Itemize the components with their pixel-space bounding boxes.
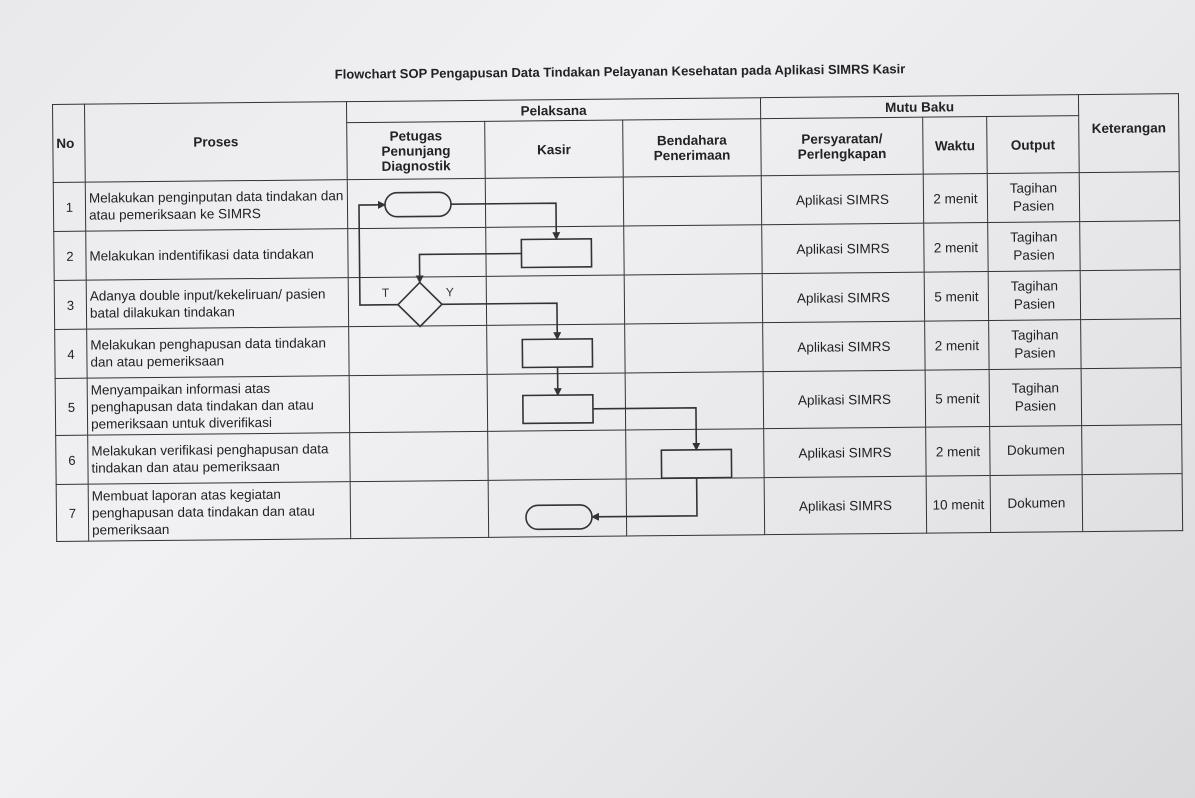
- row-waktu: 5 menit: [925, 370, 990, 428]
- lane-bendahara-cell: [625, 323, 763, 373]
- header-petugas-line1: Petugas: [389, 127, 443, 144]
- lane-kasir-cell: [488, 430, 626, 480]
- lane-petugas-cell: [348, 227, 486, 277]
- row-no: 3: [54, 280, 86, 329]
- sop-table: [52, 93, 1183, 542]
- lane-petugas-cell: [350, 480, 489, 538]
- header-kasir: Kasir: [485, 120, 624, 178]
- row-no: 4: [55, 329, 87, 378]
- header-no: No: [53, 104, 86, 182]
- row-output: Tagihan Pasien: [989, 320, 1081, 370]
- header-keterangan: Keterangan: [1079, 94, 1180, 173]
- row-keterangan: [1082, 425, 1182, 475]
- lane-petugas-cell: [349, 325, 487, 375]
- header-persyaratan: [761, 117, 924, 176]
- header-waktu: Waktu: [923, 117, 988, 175]
- lane-petugas-cell: [348, 276, 486, 326]
- row-persyaratan: Aplikasi SIMRS: [764, 476, 927, 535]
- lane-kasir-cell: [488, 479, 627, 537]
- row-waktu: 2 menit: [924, 223, 988, 273]
- row-no: 6: [56, 435, 88, 484]
- row-persyaratan: Aplikasi SIMRS: [762, 272, 924, 323]
- row-proses: Melakukan penginputan data tindakan dan atau pemeriksaan ke SIMRS: [85, 180, 347, 232]
- header-petugas-line3: Diagnostik: [381, 157, 451, 174]
- row-waktu: 10 menit: [926, 476, 991, 534]
- lane-kasir-cell: [486, 275, 624, 325]
- row-keterangan: [1080, 270, 1180, 320]
- row-output: Tagihan Pasien: [987, 173, 1079, 223]
- lane-bendahara-cell: [625, 372, 764, 430]
- lane-petugas-cell: [349, 374, 488, 432]
- header-petugas: [347, 121, 486, 179]
- lane-bendahara-cell: [626, 429, 764, 479]
- lane-petugas-cell: [350, 431, 488, 481]
- row-proses: Melakukan verifikasi penghapusan data tindakan dan atau pemeriksaan: [88, 433, 350, 485]
- row-proses: Menyampaikan informasi atas penghapusan data tindakan dan atau pemeriksaan untuk diverifikasi: [87, 376, 350, 436]
- decision-label-no: T: [381, 285, 390, 300]
- row-waktu: 2 menit: [925, 321, 989, 371]
- row-persyaratan: Aplikasi SIMRS: [762, 223, 924, 274]
- row-no: 1: [53, 182, 85, 231]
- lane-petugas-cell: [347, 178, 485, 228]
- lane-bendahara-cell: [624, 274, 762, 324]
- row-persyaratan: Aplikasi SIMRS: [763, 321, 925, 372]
- header-persyaratan-line1: Persyaratan/: [801, 131, 883, 147]
- header-pelaksana: Pelaksana: [346, 98, 760, 123]
- lane-bendahara-cell: [623, 176, 761, 226]
- row-proses: Adanya double input/kekeliruan/ pasien batal dilakukan tindakan: [86, 278, 348, 330]
- header-petugas-line2: Penunjang: [381, 142, 451, 159]
- row-persyaratan: Aplikasi SIMRS: [761, 174, 923, 225]
- row-keterangan: [1081, 319, 1181, 369]
- row-output: Dokumen: [990, 426, 1082, 476]
- row-no: 7: [56, 484, 89, 541]
- table-row: [56, 474, 1183, 542]
- row-output: Dokumen: [990, 475, 1083, 533]
- lane-bendahara-cell: [626, 478, 765, 536]
- row-persyaratan: Aplikasi SIMRS: [763, 370, 926, 429]
- row-no: 2: [54, 231, 86, 280]
- row-keterangan: [1082, 474, 1183, 532]
- header-bendahara-line1: Bendahara: [656, 132, 727, 149]
- header-mutu-baku: Mutu Baku: [761, 95, 1079, 119]
- row-proses: Membuat laporan atas kegiatan penghapusan data tindakan dan atau pemeriksaan: [88, 482, 351, 542]
- row-output: Tagihan Pasien: [989, 369, 1082, 427]
- row-waktu: 5 menit: [924, 272, 988, 322]
- header-persyaratan-line2: Perlengkapan: [797, 145, 887, 162]
- decision-label-yes: Y: [445, 285, 454, 300]
- row-proses: Melakukan indentifikasi data tindakan: [86, 229, 348, 281]
- row-output: Tagihan Pasien: [988, 271, 1080, 321]
- row-keterangan: [1080, 221, 1180, 271]
- row-proses: Melakukan penghapusan data tindakan dan atau pemeriksaan: [87, 327, 349, 379]
- header-bendahara-line2: Penerimaan: [653, 147, 731, 164]
- lane-kasir-cell: [486, 226, 624, 276]
- row-keterangan: [1079, 172, 1179, 222]
- header-output: Output: [987, 116, 1080, 174]
- page-title: Flowchart SOP Pengapusan Data Tindakan Pelayanan Kesehatan pada Aplikasi SIMRS Kasir: [334, 61, 906, 82]
- sop-table-container: [52, 93, 1182, 550]
- row-waktu: 2 menit: [923, 174, 987, 224]
- row-output: Tagihan Pasien: [988, 222, 1080, 272]
- row-keterangan: [1081, 368, 1182, 426]
- row-persyaratan: Aplikasi SIMRS: [764, 427, 926, 478]
- header-proses: Proses: [85, 102, 348, 183]
- lane-kasir-cell: [487, 373, 626, 431]
- lane-kasir-cell: [485, 177, 623, 227]
- row-waktu: 2 menit: [926, 427, 990, 477]
- row-no: 5: [55, 378, 88, 435]
- lane-bendahara-cell: [624, 225, 762, 275]
- lane-kasir-cell: [487, 324, 625, 374]
- header-bendahara: [623, 119, 762, 177]
